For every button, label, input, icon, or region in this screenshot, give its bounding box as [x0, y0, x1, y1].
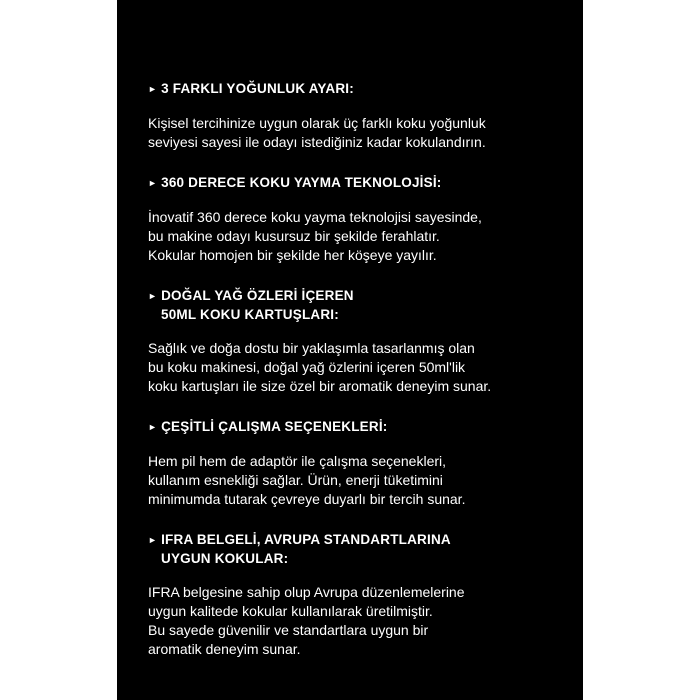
- section-body: Kişisel tercihinize uygun olarak üç farklı koku yoğunluk seviyesi sayesi ile odayı istediğiniz kadar kokulandırın.: [148, 115, 486, 150]
- section-body: İnovatif 360 derece koku yayma teknolojisi sayesinde, bu makine odayı kusursuz bir şekilde ferahlatır. Kokular homojen bir şekilde her köşeye yayılır.: [148, 209, 482, 263]
- triangle-bullet-icon: ►: [148, 178, 158, 188]
- feature-section: [148, 174, 568, 265]
- triangle-bullet-icon: ►: [148, 291, 158, 301]
- feature-section: [148, 80, 568, 152]
- feature-section: [148, 287, 568, 396]
- triangle-bullet-icon: ►: [148, 535, 158, 545]
- section-body: Sağlık ve doğa dostu bir yaklaşımla tasarlanmış olan bu koku makinesi, doğal yağ özlerini içeren 50ml'lik koku kartuşları ile size özel bir aromatik deneyim sunar.: [148, 340, 492, 394]
- feature-section: [148, 418, 568, 509]
- section-heading: ► IFRA BELGELİ, AVRUPA STANDARTLARINA UYGUN KOKULAR:: [148, 532, 451, 566]
- feature-list: [148, 80, 568, 681]
- section-heading: ► ÇEŞİTLİ ÇALIŞMA SEÇENEKLERİ:: [148, 419, 388, 434]
- section-heading: ► 360 DERECE KOKU YAYMA TEKNOLOJİSİ:: [148, 175, 442, 190]
- section-body: IFRA belgesine sahip olup Avrupa düzenlemelerine uygun kalitede kokular kullanılarak üretilmiştir. Bu sayede güvenilir ve standartlara uygun bir aromatik deneyim sunar.: [148, 584, 465, 657]
- section-heading: ► 3 FARKLI YOĞUNLUK AYARI:: [148, 81, 354, 96]
- section-body: Hem pil hem de adaptör ile çalışma seçenekleri, kullanım esnekliği sağlar. Ürün, enerji tüketimini minimumda tutarak çevreye duyarlı bir tercih sunar.: [148, 453, 466, 507]
- section-heading: ► DOĞAL YAĞ ÖZLERİ İÇEREN 50ML KOKU KARTUŞLARI:: [148, 288, 354, 322]
- triangle-bullet-icon: ►: [148, 422, 158, 432]
- triangle-bullet-icon: ►: [148, 84, 158, 94]
- feature-section: [148, 531, 568, 659]
